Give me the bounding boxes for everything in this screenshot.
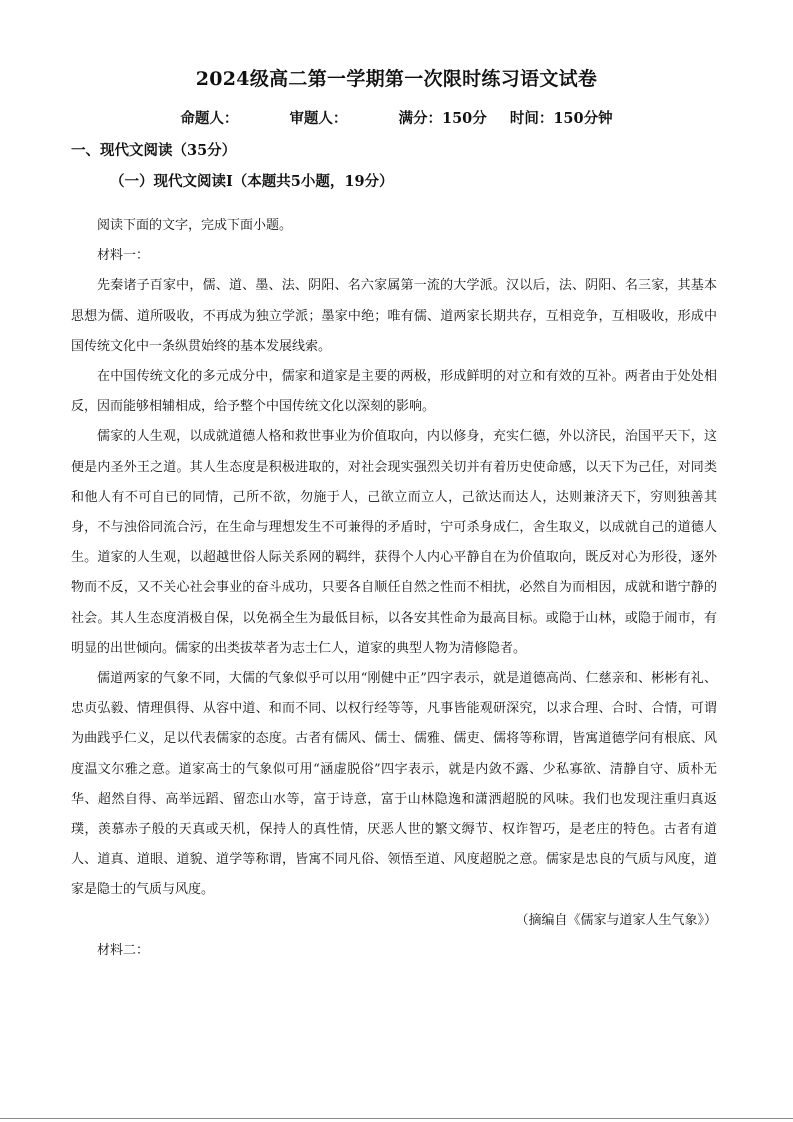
exam-time: 时间：150分钟 bbox=[509, 110, 613, 127]
reading-passage bbox=[71, 211, 717, 966]
exam-meta bbox=[0, 107, 793, 128]
material-2-label: 材料二： bbox=[97, 942, 150, 958]
material-1-label: 材料一： bbox=[97, 248, 150, 264]
exam-title: 2024级高二第一学期第一次限时练习语文试卷 bbox=[195, 68, 598, 90]
source-citation: （摘编自《儒家与道家人生气象》） bbox=[515, 912, 717, 928]
paragraph-4: 儒道两家的气象不同，大儒的气象似乎可以用“刚健中正”四字表示，就是道德高尚、仁慈亲和、彬彬有礼、忠贞弘毅、情理俱得、从容中道、和而不同、以权行经等等，凡事皆能观研深究，以求合理、合时、合情，可谓为曲践乎仁义，足以代表儒家的态度。古者有儒风、儒士、儒雅、儒吏、儒将等称谓，皆寓道德学问有根底、风度温文尔雅之意。道家高士的气象似可用“涵虚脱俗”四字表示，就是内敛不露、少私寡欲、清静自守、质朴无华、超然自得、高举远蹈、留恋山水等，富于诗意，富于山林隐逸和潇洒超脱的风味。我们也发现注重归真返璞，羡慕赤子般的天真或天机，保持人的真性情，厌恶人世的繁文缛节、权诈智巧，是老庄的特色。古者有道人、道真、道眼、道貌、道学等称谓，皆寓不同凡俗、领悟至道、风度超脱之意。儒家是忠良的气质与风度，道家是隐士的气质与风度。 bbox=[71, 671, 717, 898]
page-bottom-divider bbox=[0, 1118, 793, 1119]
paragraph-3: 儒家的人生观，以成就道德人格和救世事业为价值取向，内以修身，充实仁德，外以济民，治国平天下，这便是内圣外王之道。其人生态度是积极进取的，对社会现实强烈关切并有着历史使命感，以天下为己任，对同类和他人有不可自已的同情，己所不欲，勿施于人，己欲立而立人，己欲达而达人，达则兼济天下，穷则独善其身，不与浊俗同流合污，在生命与理想发生不可兼得的矛盾时，宁可杀身成仁，舍生取义，以成就自己的道德人生。道家的人生观，以超越世俗人际关系网的羁绊，获得个人内心平静自在为价值取向，既反对心为形役，逐外物而不反，又不关心社会事业的奋斗成功，只要各自顺任自然之性而不相扰，必然自为而相因，成就和谐宁静的社会。其人生态度消极自保，以免祸全生为最低目标，以各安其性命为最高目标。或隐于山林，或隐于闹市，有明显的出世倾向。儒家的出类拔萃者为志士仁人，道家的典型人物为清修隐者。 bbox=[71, 429, 717, 656]
paragraph-1: 先秦诸子百家中，儒、道、墨、法、阴阳、名六家属第一流的大学派。汉以后，法、阴阳、名三家，其基本思想为儒、道所吸收，不再成为独立学派；墨家中绝；唯有儒、道两家长期共存，互相竞争，互相吸收，形成中国传统文化中一条纵贯始终的基本发展线索。 bbox=[71, 278, 717, 354]
paragraph-2: 在中国传统文化的多元成分中，儒家和道家是主要的两极，形成鲜明的对立和有效的互补。两者由于处处相反，因而能够相辅相成，给予整个中国传统文化以深刻的影响。 bbox=[71, 369, 717, 415]
instruction-text: 阅读下面的文字，完成下面小题。 bbox=[97, 218, 293, 233]
reviewer-label: 审题人： bbox=[289, 110, 348, 127]
full-score: 满分：150分 bbox=[398, 110, 487, 127]
subsection-heading: （一）现代文阅读Ⅰ（本题共5小题，19分） bbox=[110, 173, 394, 190]
author-label: 命题人： bbox=[180, 110, 239, 127]
section-heading: 一、现代文阅读（35分） bbox=[71, 142, 237, 159]
